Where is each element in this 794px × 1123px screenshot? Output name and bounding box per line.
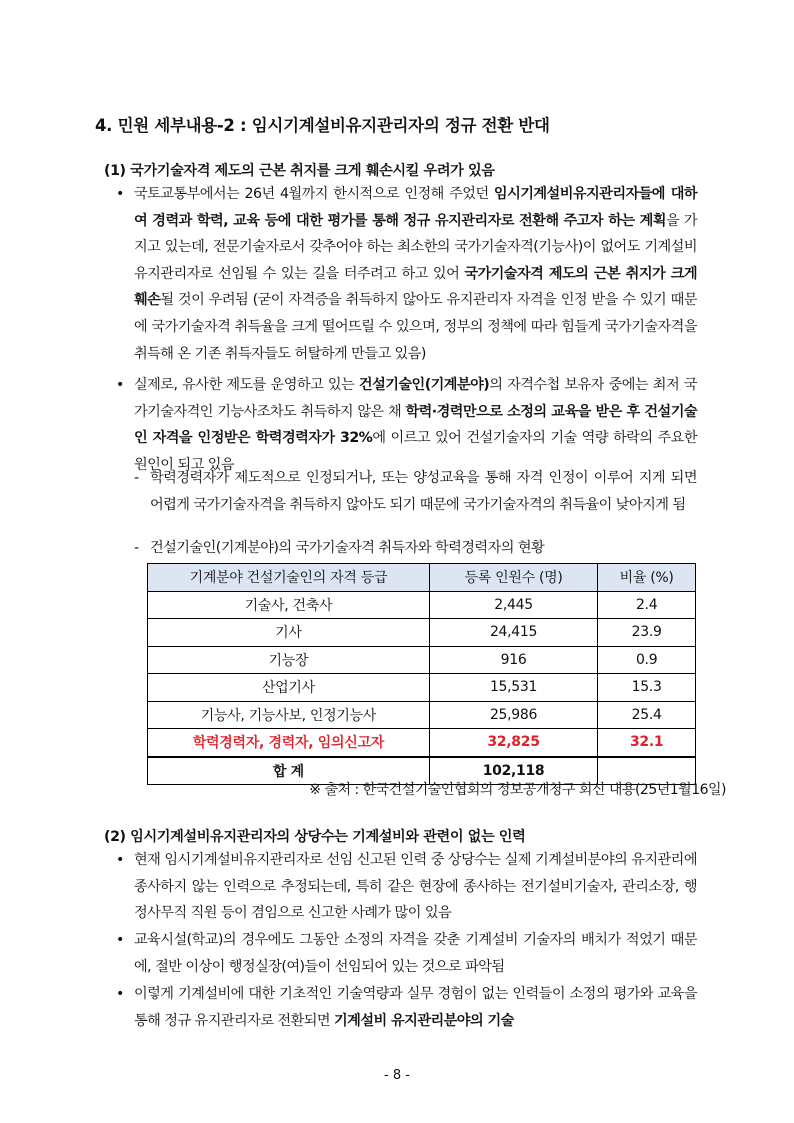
header-grade: 기계분야 건설기술인의 자격 등급 xyxy=(148,564,430,592)
paragraph-3 xyxy=(116,847,697,927)
header-count: 등록 인원수 (명) xyxy=(429,564,598,592)
dash-marker: - xyxy=(134,540,139,556)
p1-text-1: 국토교통부에서는 26년 4월까지 한시적으로 인정해 주었던 xyxy=(134,186,494,202)
page-number: - 8 - xyxy=(384,1068,410,1083)
dash-item-2-text: 건설기술인(기계분야)의 국가기술자격 취득자와 학력경력자의 현황 xyxy=(150,540,545,556)
table-row xyxy=(148,701,696,729)
p1-text-3: 될 것이 우려됨 (굳이 자격증을 취득하지 않아도 유지관리자 자격을 인정 받을 수 있기 때문에 국가기술자격 취득율을 크게 떨어뜨릴 수 있으며, 정부의 정책에 따라 힘들게 국가기술자격을 취득해 온 기존 취득자들도 허탈하게 만들고 있음) xyxy=(134,292,697,362)
p1-text-2: 을 가지고 있는데, 전문기술자로서 갖추어야 하는 최소한의 국가기술자격(기능사)이 없어도 기계설비유지관리자로 선임될 수 있는 길을 터주려고 하고 있어 xyxy=(134,212,697,282)
dash-item-2 xyxy=(134,535,697,562)
table-row xyxy=(148,674,696,702)
p3-text: 현재 임시기계설비유지관리자로 선임 신고된 인력 중 상당수는 실제 기계설비분야의 유지관리에 종사하지 않는 인력으로 추정되는데, 특히 같은 현장에 종사하는 전기설비기술자, 관리소장, 행정사무직 직원 등이 겸임으로 신고한 사례가 많이 있음 xyxy=(134,852,697,922)
cell-ratio: 25.4 xyxy=(598,701,696,729)
bullet-marker: • xyxy=(116,932,124,948)
p2-text-1: 실제로, 유사한 제도를 운영하고 있는 xyxy=(134,377,359,393)
p2-text-2: 의 자격수첩 보유자 중에는 최저 국가기술자격인 기능사조차도 취득하지 않은 채 xyxy=(134,377,697,420)
paragraph-1 xyxy=(116,181,698,367)
bullet-marker: • xyxy=(116,852,124,868)
cell-grade: 기사 xyxy=(148,619,430,647)
source-note: ※ 출처 : 한국건설기술인협회의 정보공개청구 회신 내용(25년1월16일) xyxy=(309,782,726,798)
cell-grade: 학력경력자, 경력자, 임의신고자 xyxy=(148,729,430,757)
paragraph-4 xyxy=(116,927,697,980)
p5-bold-1: 기계설비 유지관리분야의 기술 xyxy=(334,1012,514,1029)
cell-count: 2,445 xyxy=(429,591,598,619)
cell-total-label: 합 계 xyxy=(148,757,430,785)
paragraph-2 xyxy=(116,372,698,478)
table-row xyxy=(148,591,696,619)
cell-ratio: 2.4 xyxy=(598,591,696,619)
cell-ratio: 0.9 xyxy=(598,646,696,674)
cell-count: 25,986 xyxy=(429,701,598,729)
subsection-1-title: (1) 국가기술자격 제도의 근본 취지를 크게 훼손시킬 우려가 있음 xyxy=(104,163,495,179)
cell-grade: 기능사, 기능사보, 인정기능사 xyxy=(148,701,430,729)
p5-text-1: 이렇게 기계설비에 대한 기초적인 기술역량과 실무 경험이 없는 인력들이 소정의 평가와 교육을 통해 정규 유지관리자로 전환되면 xyxy=(134,986,697,1029)
cell-grade: 기능장 xyxy=(148,646,430,674)
cell-count: 24,415 xyxy=(429,619,598,647)
dash-marker: - xyxy=(134,470,139,486)
qualification-table xyxy=(147,563,696,785)
cell-ratio: 23.9 xyxy=(598,619,696,647)
cell-count: 15,531 xyxy=(429,674,598,702)
dash-item-1 xyxy=(134,465,697,518)
paragraph-5 xyxy=(116,981,697,1034)
cell-grade: 산업기사 xyxy=(148,674,430,702)
dash-item-1-text: 학력경력자가 제도적으로 인정되거나, 또는 양성교육을 통해 자격 인정이 이루어 지게 되면 어렵게 국가기술자격을 취득하지 않아도 되기 때문에 국가기술자격의 취득율이 낮아지게 됨 xyxy=(150,470,697,513)
cell-ratio: 32.1 xyxy=(598,729,696,757)
p2-text-3: 에 이르고 있어 건설기술자의 기술 역량 하락의 주요한 원인이 되고 있음 xyxy=(134,430,697,473)
cell-grade: 기술사, 건축사 xyxy=(148,591,430,619)
cell-ratio: 15.3 xyxy=(598,674,696,702)
p2-bold-2: 학력·경력만으로 소정의 교육을 받은 후 건설기술인 자격을 인정받은 학력경력자가 32% xyxy=(134,403,698,447)
p2-bold-1: 건설기술인(기계분야) xyxy=(358,377,490,393)
bullet-marker: • xyxy=(116,377,124,393)
bullet-marker: • xyxy=(116,186,124,202)
p1-bold-1: 임시기계설비유지관리자들에 대하여 경력과 학력, 교육 등에 대한 평가를 통해 정규 유지관리자로 전환해 주고자 하는 계획 xyxy=(134,186,697,229)
p1-bold-2: 국가기술자격 제도의 근본 취지가 크게 훼손 xyxy=(134,265,698,309)
bullet-marker: • xyxy=(116,986,124,1002)
cell-count: 916 xyxy=(429,646,598,674)
table-row xyxy=(148,646,696,674)
table-header-row xyxy=(148,564,696,592)
cell-total-count: 102,118 xyxy=(429,757,598,785)
cell-count: 32,825 xyxy=(429,729,598,757)
section-title: 4. 민원 세부내용-2 : 임시기계설비유지관리자의 정규 전환 반대 xyxy=(95,116,550,135)
highlight-row xyxy=(148,729,696,757)
subsection-2-title: (2) 임시기계설비유지관리자의 상당수는 기계설비와 관련이 없는 인력 xyxy=(104,829,526,845)
table-row xyxy=(148,619,696,647)
p4-text: 교육시설(학교)의 경우에도 그동안 소정의 자격을 갖춘 기계설비 기술자의 배치가 적었기 때문에, 절반 이상이 행정실장(여)들이 선임되어 있는 것으로 파악됨 xyxy=(134,932,697,975)
header-ratio: 비율 (%) xyxy=(598,564,696,592)
